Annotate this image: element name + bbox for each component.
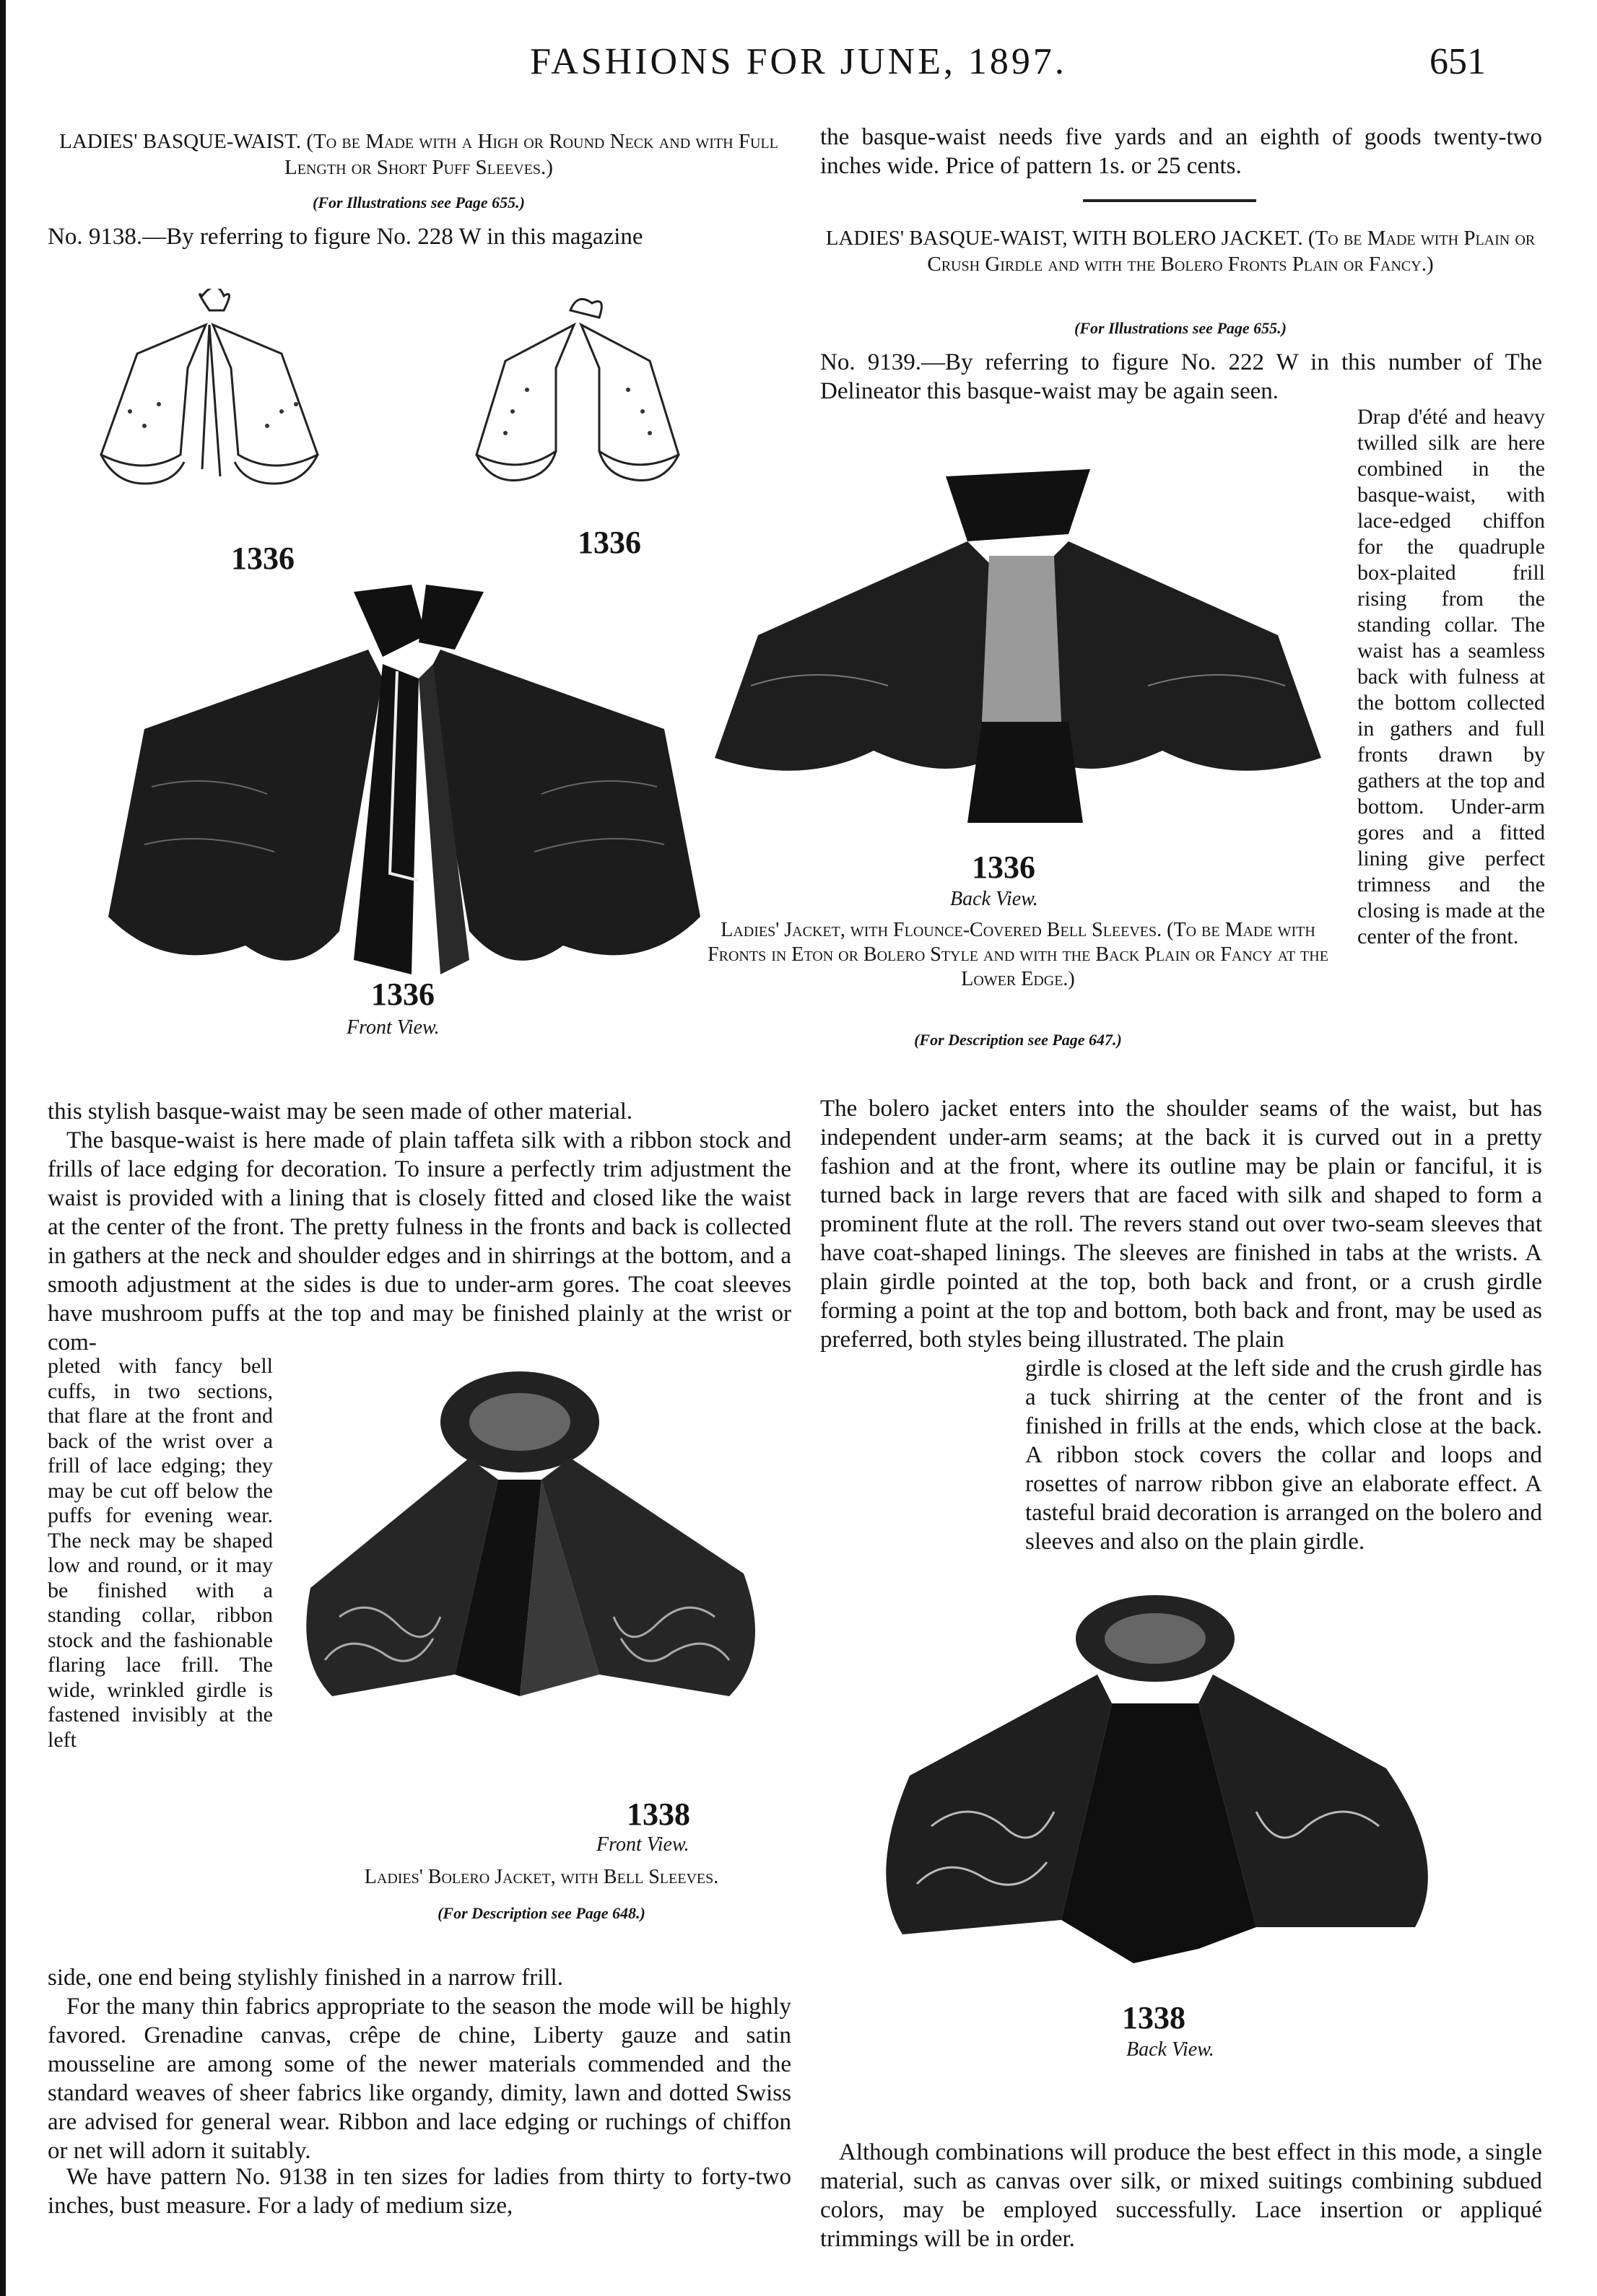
right-para2-narrow: girdle is closed at the left side and the crush girdle has a tuck shirring at the center of the front and is finished in frills at the ends, which close at the back. A ribbon stock covers the collar and loops and rosettes of narrow ribbon give an elaborate effect. A tasteful braid decoration is arranged on the bolero and sleeves and also on the plain girdle. <box>1025 1356 1542 1555</box>
figure-view-front-1336: Front View. <box>347 1016 440 1039</box>
right-intro: No. 9139.—By referring to figure No. 222 W in this number of The Delineator this basque-waist may be again seen. <box>820 349 1542 404</box>
right-heading-main: LADIES' BASQUE-WAIST, WITH BOLERO JACKET. <box>825 227 1303 250</box>
left-article-heading <box>43 128 794 180</box>
left-para4: We have pattern No. 9138 in ten sizes for ladies from thirty to forty-two inches, bust measure. For a lady of medium size, <box>48 2164 791 2219</box>
running-header-title: FASHIONS FOR JUNE, 1897. <box>530 41 1067 82</box>
caption-1338-ref: (For Description see Page 648.) <box>438 1904 645 1922</box>
left-para1: this stylish basque-waist may be seen made of other material. <box>48 1099 633 1125</box>
figure-number-front-1336: 1336 <box>371 977 435 1012</box>
right-top-text: the basque-waist needs five yards and an eighth of goods twenty-two inches wide. Price of pattern 1s. or 25 cents. <box>820 124 1542 179</box>
left-para2-end: side, one end being stylishly finished in a narrow frill. <box>48 1965 563 1991</box>
jacket-1336-back-illustration <box>693 448 1343 852</box>
right-heading-sub: (To be Made with Plain or Crush Girdle and with the Bolero Fronts Plain or Fancy.) <box>927 227 1536 276</box>
left-para3: For the many thin fabrics appropriate to the season the mode will be highly favored. Grenadine canvas, crêpe de chine, Liberty gauze and satin mousseline are among some of the newer materials commended and the standard weaves of sheer fabrics like organdy, dimity, lawn and dotted Swiss are advised for general wear. Ribbon and lace edging or ruchings of chiffon or net will adorn it suitably. <box>48 1994 791 2164</box>
caption-1338: Ladies' Bolero Jacket, with Bell Sleeves. <box>364 1866 719 1888</box>
right-para3: Although combinations will produce the best effect in this mode, a single material, such as canvas over silk, or mixed suitings combining subdued colors, may be employed successfully. Lace insertion or appliqué trimmings will be in order. <box>820 2139 1542 2252</box>
jacket-1338-front-illustration <box>282 1357 787 1790</box>
left-para2: The basque-waist is here made of plain taffeta silk with a ribbon stock and frills of lace edging for decoration. To insure a perfectly trim adjustment the waist is provided with a lining that is closely fitted and closed like the waist at the center of the front. The pretty fulness in the fronts and back is collected in gathers at the neck and shoulder edges and in shirrings at the bottom, and a smooth adjustment at the sides is due to under-arm gores. The coat sleeves have mushroom puffs at the top and may be finished plainly at the wrist or com- <box>48 1127 791 1356</box>
figure-view-back-1338: Back View. <box>1126 2038 1214 2061</box>
right-article-heading <box>816 225 1545 277</box>
sleeve-illustration-b <box>448 289 708 520</box>
caption-1336-ref: (For Description see Page 647.) <box>914 1031 1122 1049</box>
figure-view-front-1338: Front View. <box>596 1833 689 1856</box>
sleeve-illustration-a <box>79 289 339 527</box>
right-heading-ref: (For Illustrations see Page 655.) <box>1074 319 1287 337</box>
figure-number-front-1338: 1338 <box>627 1797 690 1832</box>
caption-1336: Ladies' Jacket, with Flounce-Covered Bell Sleeves. (To be Made with Fronts in Eton or Bolero Style and with the Back Plain or Fancy at the Lower Edge.) <box>708 919 1328 990</box>
section-divider <box>1083 199 1256 202</box>
left-intro: No. 9138.—By referring to figure No. 228 W in this magazine <box>48 224 643 250</box>
jacket-1338-back-illustration <box>823 1588 1473 2007</box>
figure-number-back-1336: 1336 <box>972 850 1035 885</box>
figure-number-small-a: 1336 <box>231 541 295 576</box>
left-heading-ref: (For Illustrations see Page 655.) <box>313 193 525 211</box>
figure-number-small-b: 1336 <box>578 525 641 560</box>
figure-number-back-1338: 1338 <box>1122 2000 1185 2035</box>
figure-view-back-1336: Back View. <box>950 888 1038 910</box>
page-number: 651 <box>1430 41 1486 82</box>
right-para2: The bolero jacket enters into the shoulder seams of the waist, but has independent under-arm seams; at the back it is curved out in a pretty fashion and at the front, where its outline may be plain or fanciful, it is turned back in large revers that are faced with silk and shaped to form a prominent flute at the roll. The revers stand out over two-seam sleeves that have coat-shaped linings. The sleeves are finished in tabs at the wrists. A plain girdle pointed at the top, both back and front, or a crush girdle forming a point at the top and bottom, both back and front, may be used as preferred, both styles being illustrated. The plain <box>820 1096 1542 1353</box>
left-margin-rule <box>0 0 6 2296</box>
right-narrow-text: Drap d'été and heavy twilled silk are here combined in the basque-waist, with lace-edged chiffon for the quadruple box-plaited frill rising from the standing collar. The waist has a seamless back with fulness at the bottom collected in gathers and full fronts drawn by gathers at the top and bottom. Under-arm gores and a fitted lining give perfect trimness and the closing is made at the center of the front. <box>1357 405 1545 948</box>
left-heading-sub: (To be Made with a High or Round Neck and with Full Length or Short Puff Sleeves.) <box>284 130 778 179</box>
jacket-1336-front-illustration <box>79 570 729 1003</box>
left-para2-wrap: pleted with fancy bell cuffs, in two sections, that flare at the front and back of the wrist over a frill of lace edging; they may be cut off below the puffs for evening wear. The neck may be shaped low and round, or it may be finished with a standing collar, ribbon stock and the fashionable flaring lace frill. The wide, wrinkled girdle is fastened invisibly at the left <box>48 1354 273 1752</box>
left-heading-main: LADIES' BASQUE-WAIST. <box>59 130 302 153</box>
